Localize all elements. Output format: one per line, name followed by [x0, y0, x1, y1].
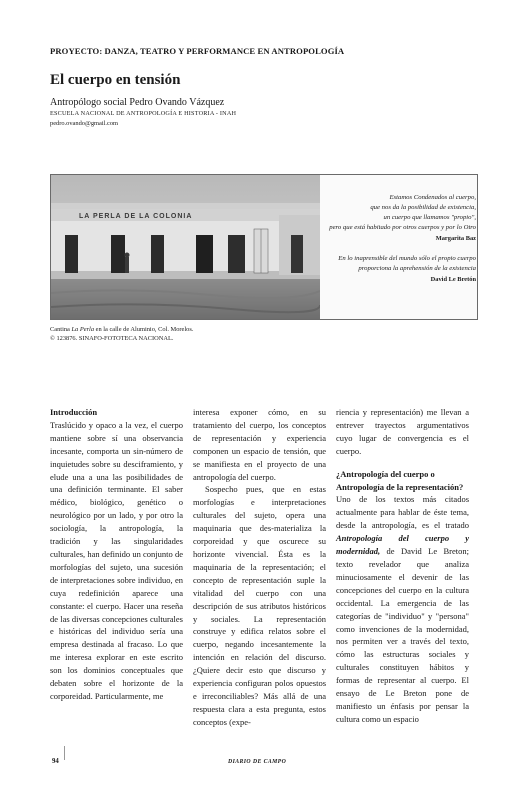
epigraph-2-line-2: proporciona la aprehensión de la existencia [358, 265, 476, 272]
epigraph-2-author: David Le Bretón [430, 276, 476, 283]
paragraph: riencia y representación) me llevan a entrever trayectos argumentativos cuyo lugar de convergencia es el cuerpo. [336, 407, 469, 456]
cantina-sign: LA PERLA DE LA COLONIA [79, 213, 193, 220]
cantina-photo [51, 175, 320, 319]
caption-credit: © 123876. SINAFO-FOTOTECA NACIONAL. [50, 335, 174, 342]
epigraph-1-line-3: un cuerpo que llamamos "propio", [383, 214, 476, 221]
body-column-1 [50, 406, 183, 703]
paragraph: Traslúcido y opaco a la vez, el cuerpo mantiene sobre sí una observancia incesante, comporta un sin-número de inquietudes sobre su desciframiento, y elude una a una las posibilidades de una definición terminante. El saber médico, biológico, genético o neurológico por un lado, y por otro la sociología, la antropología, la tradición y las singularidades culturales, han definido un conjunto de morfologías del sujeto, una sucesión de interpretaciones sobre individuo, en cuya redefinición aparece una constante: el cuerpo. Hacer una reseña de las diversas concepciones culturales e históricas del individuo sería una empresa destinada al fracaso. Lo que me interesa explorar en este escrito son los dominios conceptuales que debaten sobre el horizonte de la corporeidad. Particularmente, me [50, 419, 183, 701]
paragraph [336, 493, 469, 725]
body-column-2 [193, 406, 326, 729]
section-heading-introduccion: Introducción [50, 407, 98, 417]
section-label: PROYECTO: DANZA, TEATRO Y PERFORMANCE EN ANTROPOLOGÍA [50, 46, 345, 56]
folio-tick [64, 746, 65, 760]
journal-name: DIARIO DE CAMPO [228, 759, 287, 765]
author-email[interactable]: pedro.ovando@gmail.com [50, 120, 119, 127]
paragraph-part: Uno de los textos más citados actualmente para hablar de éste tema, desde la antropología, es el tratado [336, 494, 469, 531]
paragraph: interesa exponer cómo, en su tratamiento del cuerpo, los conceptos de representación y experiencia componen un espacio de tensión, que se manifiesta en el proyecto de una antropología del cuerpo. [193, 407, 326, 482]
caption-italic: La Perla [71, 326, 95, 333]
author-name: Antropólogo social Pedro Ovando Vázquez [50, 97, 225, 108]
author-affiliation: ESCUELA NACIONAL DE ANTROPOLOGÍA E HISTORIA - INAH [50, 110, 237, 117]
section-heading-antropologia: ¿Antropología del cuerpo o Antropología de la representación? [336, 468, 464, 492]
book-title: Antropología del cuerpo y modernidad, [336, 533, 469, 557]
caption-prefix: Cantina [50, 326, 72, 333]
epigraph-1-line-2: que nos da la posibilidad de existencia, [370, 204, 476, 211]
epigraph-1-line-4: pero que está habitado por otros cuerpos y por lo Otro [329, 224, 476, 231]
page-number: 94 [52, 758, 59, 765]
epigraph-1-author: Margarita Baz [435, 235, 476, 242]
photo-caption [50, 325, 325, 343]
cantina-photo-drawing [51, 175, 320, 319]
paragraph-part: de David Le Breton; texto revelador que analiza minuciosamente el devenir de las concepciones del cuerpo en la cultura occidental. La emergencia de las categorías de "individuo" y "persona" como invenciones de la modernidad, nos permiten ver a través del texto, cómo las estructuras sociales y culturales constituyen hábitos y formas de representar al cuerpo. El ensayo de Le Breton pone de manifiesto un énfasis por pensar la cultura como un espacio [336, 546, 469, 724]
epigraph-1-line-1: Estamos Condenados al cuerpo, [389, 194, 476, 201]
body-column-3 [336, 406, 469, 726]
article-title: El cuerpo en tensión [50, 72, 181, 88]
epigraph-2-line-1: En lo inaprensible del mundo sólo el propio cuerpo [338, 255, 476, 262]
paragraph: Sospecho pues, que en estas morfologías e interpretaciones culturales del sujeto, opera una maquinaria que des-materializa la corporeidad y que oscurece su horizonte vivencial. Ésta es la maquinaria de la representación; el concepto de representación suple la vitalidad del cuerpo con una descripción de sus atributos históricos y sociales. La representación construye y edifica relatos sobre el cuerpo, negando incesantemente la intención en relación del discurso. ¿Quiere decir esto que discurso y experiencia configuran polos opuestos e irreconciliables? Más allá de una respuesta clara a esta pregunta, estos conceptos (expe- [193, 484, 326, 727]
caption-rest: en la calle de Aluminio, Col. Morelos. [94, 326, 194, 333]
